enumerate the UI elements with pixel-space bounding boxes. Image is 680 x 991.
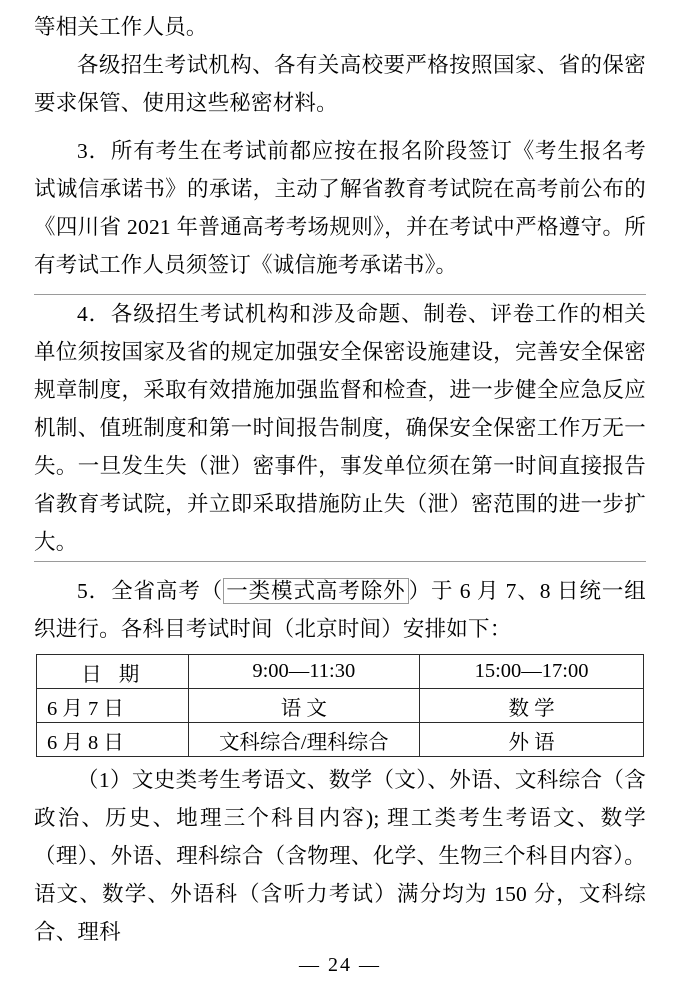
exam-schedule-table bbox=[36, 654, 644, 757]
table-row-header bbox=[37, 655, 644, 689]
spacer bbox=[34, 284, 646, 294]
item5-text-before: 5．全省高考（ bbox=[77, 579, 224, 603]
paragraph-continued: 等相关工作人员。 bbox=[34, 15, 208, 39]
table-cell-date: 6 月 8 日 bbox=[37, 723, 189, 757]
table-header-afternoon: 15:00—17:00 bbox=[420, 655, 644, 689]
paragraph-item-3: 3．所有考生在考试前都应按在报名阶段签订《考生报名考试诚信承诺书》的承诺，主动了解省教育考试院在高考前公布的《四川省 2021 年普通高考考场规则》，并在考试中严格遵守。所有考试工作人员须签订《诚信施考承诺书》。 bbox=[34, 139, 646, 277]
table-cell-date: 6 月 7 日 bbox=[37, 689, 189, 723]
table-header-morning: 9:00—11:30 bbox=[188, 655, 420, 689]
paragraph-item-5 bbox=[34, 572, 646, 648]
paragraph-item-4: 4．各级招生考试机构和涉及命题、制卷、评卷工作的相关单位须按国家及省的规定加强安全保密设施建设，完善安全保密规章制度，采取有效措施加强监督和检查，进一步健全应急反应机制、值班制度和第一时间报告制度，确保安全保密工作万无一失。一旦发生失（泄）密事件，事发单位须在第一时间直接报告省教育考试院，并立即采取措施防止失（泄）密范围的进一步扩大。 bbox=[34, 294, 646, 562]
item5-text-after: ）于 6 月 7、8 日统一组织进行。各科目考试时间（北京时间）安排如下： bbox=[34, 579, 646, 641]
paragraph-secrecy: 各级招生考试机构、各有关高校要严格按照国家、省的保密要求保管、使用这些秘密材料。 bbox=[34, 53, 646, 115]
item5-boxed-phrase: 一类模式高考除外 bbox=[223, 578, 408, 604]
table-header-date: 日 期 bbox=[37, 655, 189, 689]
table-cell-afternoon: 数 学 bbox=[420, 689, 644, 723]
table-cell-morning: 语 文 bbox=[188, 689, 420, 723]
table-row bbox=[37, 723, 644, 757]
spacer bbox=[34, 122, 646, 132]
paragraph-item-5-1: （1）文史类考生考语文、数学（文）、外语、文科综合（含政治、历史、地理三个科目内容); 理工类考生考语文、数学（理）、外语、理科综合（含物理、化学、生物三个科目内容）。语文、数学、外语科（含听力考试）满分均为 150 分，文科综合、理科 bbox=[34, 768, 646, 944]
spacer bbox=[34, 562, 646, 572]
page-number: — 24 — bbox=[299, 954, 381, 976]
table-row bbox=[37, 689, 644, 723]
table-cell-morning: 文科综合/理科综合 bbox=[188, 723, 420, 757]
table-cell-afternoon: 外 语 bbox=[420, 723, 644, 757]
